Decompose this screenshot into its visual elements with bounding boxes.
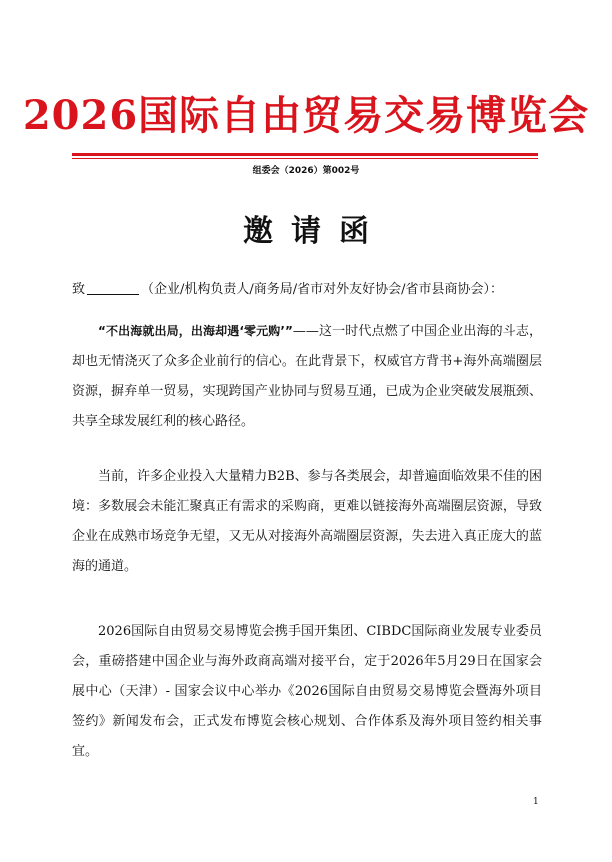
header-rule-thin	[72, 158, 538, 159]
salutation-suffix: （企业/机构负责人/商务局/省市对外友好协会/省市县商协会）：	[141, 282, 504, 297]
invitation-heading: 邀请函	[243, 214, 387, 249]
paragraph-3	[72, 617, 542, 767]
page-number: 1	[533, 797, 539, 807]
paragraph-3-text: 2026国际自由贸易交易博览会携手国开集团、CIBDC国际商业发展专业委员会，重磅搭建中国企业与海外政商高端对接平台，定于2026年5月29日在国家会展中心（天津）- 国家会议中心举办《2026国际自由贸易交易博览会暨海外项目签约》新闻发布会，正式发布博览会核心规划、合作体系及海外项目签约相关事宜。	[72, 624, 542, 759]
paragraph-1	[72, 316, 542, 437]
salutation-prefix: 致	[72, 282, 86, 297]
slogan: “不出海就出局，出海却遇‘零元购’”	[98, 324, 293, 338]
header-title: 2026国际自由贸易交易博览会	[22, 92, 590, 139]
recipient-blank-line	[87, 280, 139, 295]
salutation	[72, 280, 542, 300]
document-number: 组委会（2026）第002号	[252, 166, 360, 176]
paragraph-2	[72, 462, 542, 582]
paragraph-1-text: ——这一时代点燃了中国企业出海的斗志，却也无情浇灭了众多企业前行的信心。在此背景下，权威官方背书+海外高端圈层资源，摒弃单一贸易，实现跨国产业协同与贸易互通，已成为企业突破发展瓶颈、共享全球发展红利的核心路径。	[72, 324, 542, 429]
header-rule-thick	[72, 153, 538, 156]
paragraph-2-text: 当前，许多企业投入大量精力B2B、参与各类展会，却普遍面临效果不佳的困境：多数展会未能汇聚真正有需求的采购商，更难以链接海外高端圈层资源，导致企业在成熟市场竞争无望，又无从对接海外高端圈层资源，失去进入真正庞大的蓝海的通道。	[72, 469, 542, 574]
